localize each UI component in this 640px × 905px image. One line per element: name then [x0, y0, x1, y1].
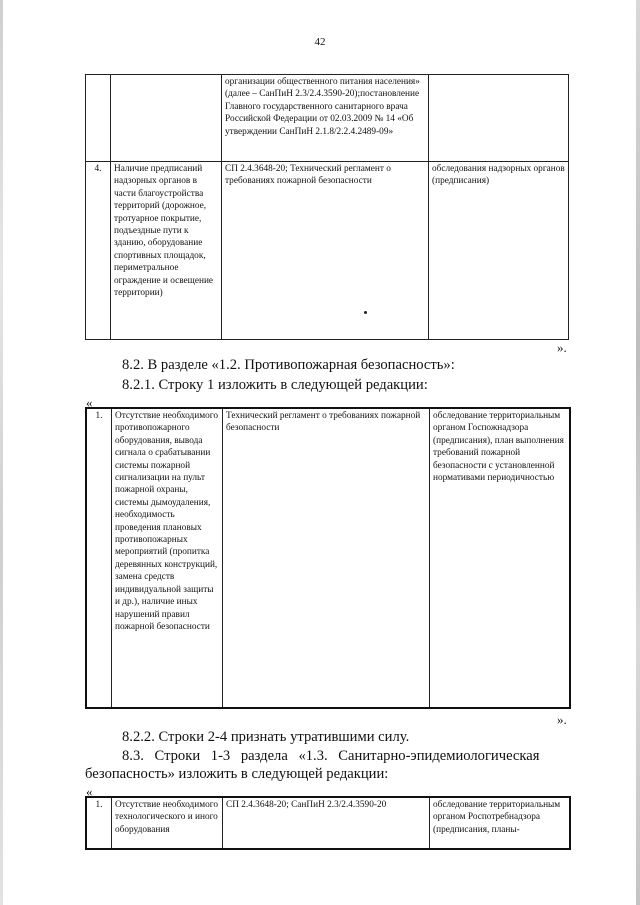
table-row [86, 75, 569, 162]
scan-speck [364, 311, 367, 314]
cell-source: обследование территориальным органом Роспотребнадзора (предписания, планы- [430, 797, 571, 849]
table-fire-safety [85, 407, 571, 709]
scan-edge-left [0, 0, 3, 905]
opening-quote-mark: « [86, 784, 93, 799]
cell-object: Отсутствие необходимого противопожарного оборудования, вывода сигнала о срабатывании системы пожарной сигнализации на пульт пожарной охраны, системы дымоудаления, необходимость проведения плановых противопожарных мероприятий (пропитка деревянных конструкций, замена средств индивидуальной защиты и др.), наличие иных нарушений правил пожарной безопасности [112, 408, 223, 708]
cell-num: 1. [86, 797, 112, 849]
section-8-2-1-text: 8.2.1. Строку 1 изложить в следующей редакции: [122, 377, 428, 393]
table-row [86, 797, 570, 849]
table-continuation [85, 74, 569, 340]
table-sanitary [85, 796, 571, 850]
cell-source [429, 75, 569, 162]
section-8-2-2-text: 8.2.2. Строки 2-4 признать утратившими силу. [122, 729, 410, 745]
section-8-3-line1: 8.3. Строки 1-3 раздела «1.3. Санитарно-эпидемиологическая [122, 748, 540, 764]
cell-num [86, 75, 111, 162]
closing-quote-mark: ». [557, 712, 567, 727]
cell-norm: Технический регламент о требованиях пожарной безопасности [223, 408, 430, 708]
cell-norm: СП 2.4.3648-20; СанПиН 2.3/2.4.3590-20 [223, 797, 430, 849]
section-8-2-heading: 8.2. В разделе «1.2. Противопожарная безопасность»: [122, 357, 455, 373]
table-row [86, 408, 570, 708]
cell-norm: СП 2.4.3648-20; Технический регламент о требованиях пожарной безопасности [222, 162, 429, 340]
scan-edge-right [636, 0, 640, 905]
cell-object: Отсутствие необходимого технологического и иного оборудования [112, 797, 223, 849]
page-number: 42 [314, 36, 326, 48]
cell-object: Наличие предписаний надзорных органов в части благоустройства территорий (дорожное, тротуарное покрытие, подъездные пути к зданию, оборудование спортивных площадок, периметральное ограждение и освещение территории) [111, 162, 222, 340]
cell-source: обследование территориальным органом Госпожнадзора (предписания), план выполнения требований пожарной безопасности с установленной нормативами периодичностью [430, 408, 571, 708]
cell-num: 4. [86, 162, 111, 340]
cell-source: обследования надзорных органов (предписания) [429, 162, 569, 340]
cell-norm: организации общественного питания населения» (далее – СанПиН 2.3/2.4.3590-20);постановление Главного государственного санитарного врача Российской Федерации от 02.03.2009 № 14 «Об утверждении СанПиН 2.1.8/2.2.4.2489-09» [222, 75, 429, 162]
cell-object [111, 75, 222, 162]
opening-quote-mark: « [86, 395, 93, 410]
closing-quote-mark: ». [557, 340, 567, 355]
table-row [86, 162, 569, 340]
section-8-3-line2: безопасность» изложить в следующей редакции: [85, 766, 389, 782]
cell-num: 1. [86, 408, 112, 708]
